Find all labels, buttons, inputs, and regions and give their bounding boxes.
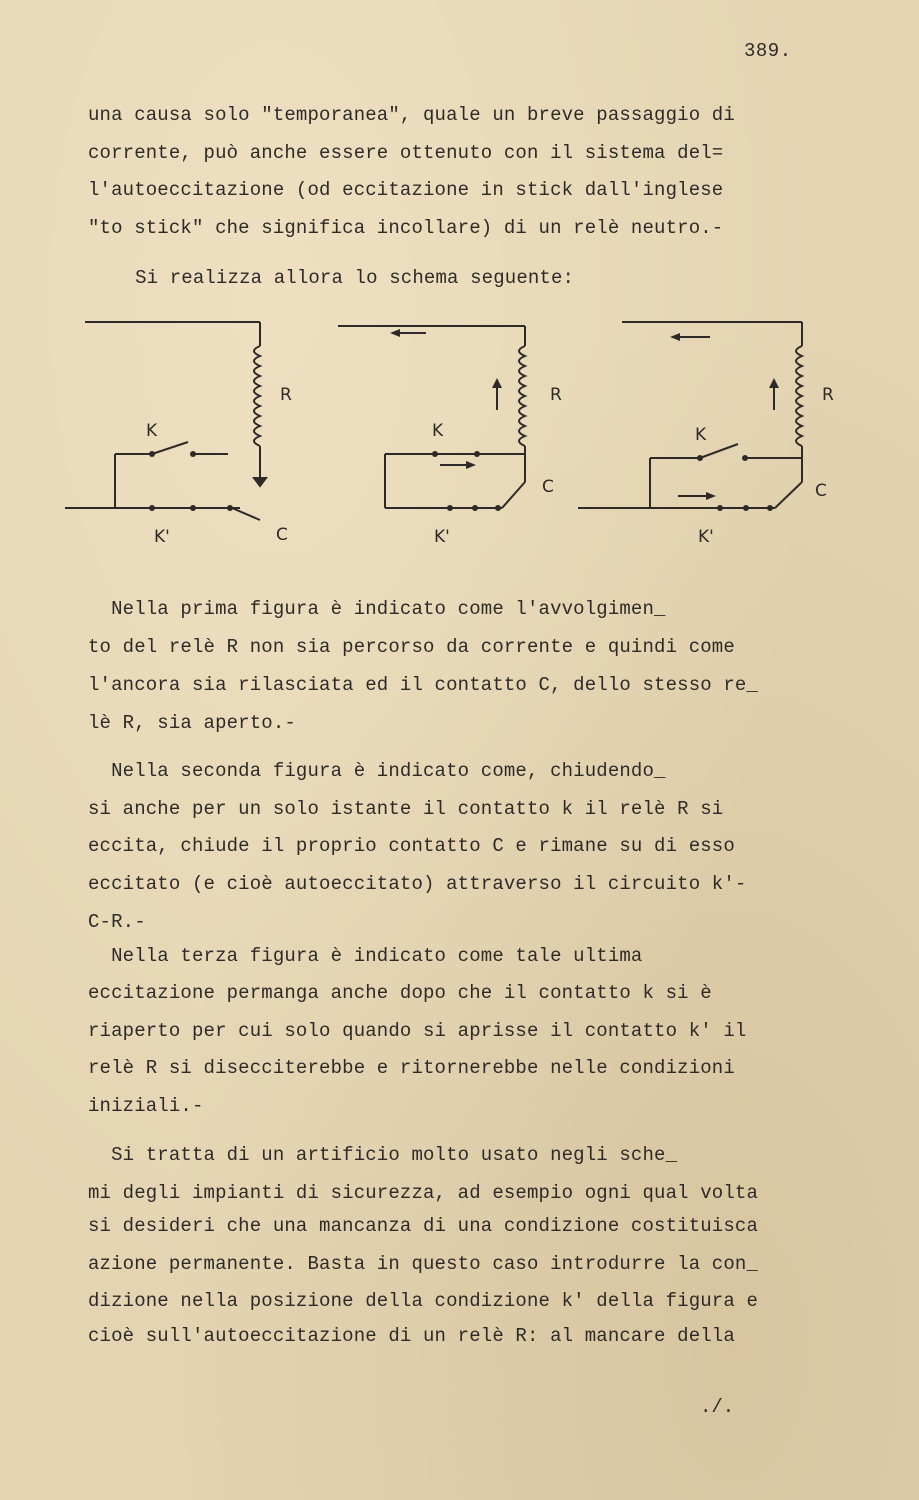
circuit-figure-2 xyxy=(330,310,590,550)
text-line: eccitazione permanga anche dopo che il contatto k si è xyxy=(88,982,712,1004)
label-c: C xyxy=(542,477,554,497)
label-k: K xyxy=(695,425,707,445)
label-c: C xyxy=(276,525,288,545)
text-line: l'autoeccitazione (od eccitazione in stick dall'inglese xyxy=(88,179,724,201)
text-line: si desideri che una mancanza di una condizione costituisca xyxy=(88,1215,759,1237)
text-line: Nella terza figura è indicato come tale ultima xyxy=(88,945,643,967)
circuit-figure-1 xyxy=(60,310,320,550)
label-k: K xyxy=(432,421,444,441)
label-k-prime: K' xyxy=(154,527,170,547)
text-line: Nella seconda figura è indicato come, chiudendo_ xyxy=(88,760,666,782)
text-line: C-R.- xyxy=(88,911,146,933)
circuit-2-drawing xyxy=(330,310,590,550)
label-k-prime: K' xyxy=(698,527,714,547)
text-line: si anche per un solo istante il contatto k il relè R si xyxy=(88,798,724,820)
continuation-mark: ./. xyxy=(700,1396,735,1418)
text-line: cioè sull'autoeccitazione di un relè R: al mancare della xyxy=(88,1325,735,1347)
text-line: eccitato (e cioè autoeccitato) attraverso il circuito k'- xyxy=(88,873,747,895)
circuit-figure-3 xyxy=(570,310,860,550)
circuit-1-drawing xyxy=(60,310,320,550)
circuit-3-drawing xyxy=(570,310,860,550)
text-line: una causa solo "temporanea", quale un breve passaggio di xyxy=(88,104,735,126)
text-line: azione permanente. Basta in questo caso introdurre la con_ xyxy=(88,1253,759,1275)
label-r: R xyxy=(550,385,562,405)
text-line: Si tratta di un artificio molto usato negli sche_ xyxy=(88,1144,678,1166)
text-line: corrente, può anche essere ottenuto con il sistema del= xyxy=(88,142,724,164)
text-line: to del relè R non sia percorso da corrente e quindi come xyxy=(88,636,735,658)
text-line: relè R si diseccitere​bbe e ritornerebbe nelle condizioni xyxy=(88,1057,735,1079)
label-r: R xyxy=(822,385,834,405)
text-line: riaperto per cui solo quando si aprisse il contatto k' il xyxy=(88,1020,747,1042)
text-line: mi degli impianti di sicurezza, ad esempio ogni qual volta xyxy=(88,1182,759,1204)
text-line: dizione nella posizione della condizione k' della figura e xyxy=(88,1290,759,1312)
text-line: lè R, sia aperto.- xyxy=(88,712,296,734)
text-line: l'ancora sia rilasciata ed il contatto C, dello stesso re_ xyxy=(88,674,759,696)
label-r: R xyxy=(280,385,292,405)
text-line: Nella prima figura è indicato come l'avvolgimen_ xyxy=(88,598,666,620)
text-line: eccita, chiude il proprio contatto C e rimane su di esso xyxy=(88,835,735,857)
label-k-prime: K' xyxy=(434,527,450,547)
label-c: C xyxy=(815,481,827,501)
text-line: iniziali.- xyxy=(88,1095,204,1117)
text-line: "to stick" che significa incollare) di un relè neutro.- xyxy=(88,217,724,239)
text-line: Si realizza allora lo schema seguente: xyxy=(112,267,575,289)
label-k: K xyxy=(146,421,158,441)
page-number: 389. xyxy=(744,40,792,62)
